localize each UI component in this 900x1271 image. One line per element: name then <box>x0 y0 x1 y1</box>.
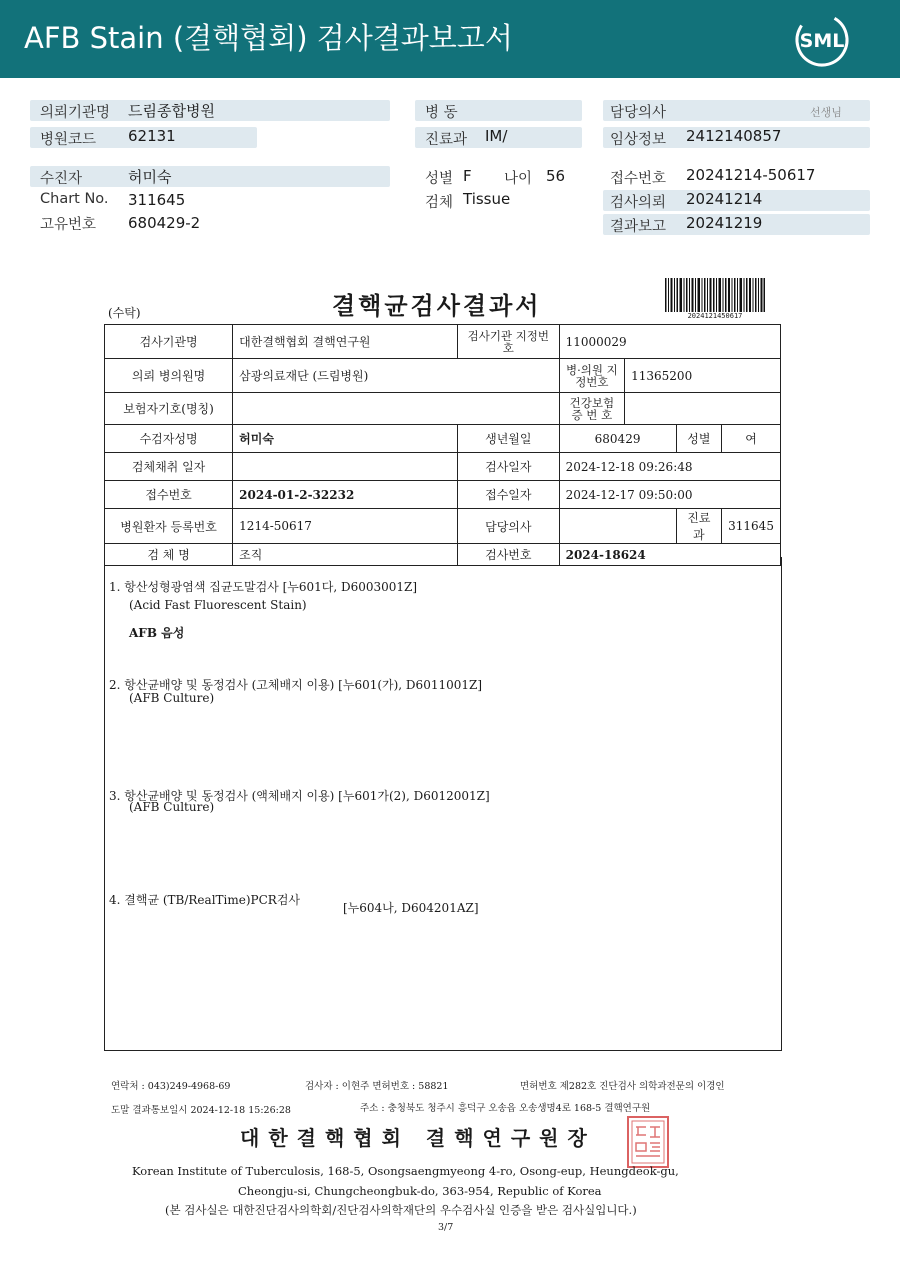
report-title: 결핵균검사결과서 <box>332 291 542 320</box>
item4-code: [누604나, D604201AZ] <box>343 901 479 915</box>
health-label: 건강보험 증 번 호 <box>559 393 625 425</box>
footer-address: 주소 : 충청북도 청주시 흥덕구 오송읍 오송생명4로 168-5 결핵연구원 <box>360 1103 651 1114</box>
item4-title: 4. 결핵균 (TB/RealTime)PCR검사 <box>109 893 301 907</box>
footer-en-line2: Cheongju-si, Chungcheongbuk-do, 363-954, Republic of Korea <box>238 1184 602 1198</box>
institution-label: 의뢰기관명 <box>40 105 111 121</box>
doctor-value-cell <box>559 509 676 544</box>
footer-contact: 연락처 : 043)249-4968-69 <box>111 1081 231 1092</box>
dob-label: 생년월일 <box>458 425 560 453</box>
name-label: 수검자성명 <box>105 425 233 453</box>
clinical-value: 2412140857 <box>686 127 782 145</box>
report-header <box>0 0 900 78</box>
collect-label: 검체채취 일자 <box>105 453 233 481</box>
report-subtitle: (수탁) <box>108 306 141 320</box>
barcode-icon <box>665 278 765 312</box>
hospital-code-label: 병원코드 <box>40 132 97 148</box>
specimen-label-cell: 검 체 명 <box>105 544 233 566</box>
patient-value: 허미숙 <box>128 168 172 186</box>
lab-name-value: 대한결핵협회 결핵연구원 <box>233 325 458 359</box>
chart-label: Chart No. <box>40 191 109 207</box>
specimen-value-cell: 조직 <box>233 544 458 566</box>
doctor-label: 담당의사 <box>610 105 667 121</box>
receipt-no-value: 2024-01-2-32232 <box>233 481 458 509</box>
unique-value: 680429-2 <box>128 214 201 232</box>
footer-org-name: 대한결핵협회 결핵연구원장 <box>240 1126 596 1150</box>
chart-value: 311645 <box>128 191 186 209</box>
lab-name-label: 검사기관명 <box>105 325 233 359</box>
hospital-code-value: 62131 <box>128 127 176 145</box>
receipt-label: 접수번호 <box>610 171 667 187</box>
specimen-label: 검체 <box>425 195 454 211</box>
hosp-id-label: 병·의원 지정번호 <box>559 359 625 393</box>
item2-sub: (AFB Culture) <box>129 691 215 705</box>
dob-value: 680429 <box>559 425 676 453</box>
item1-sub: (Acid Fast Fluorescent Stain) <box>129 598 307 612</box>
hosp-id-value: 11365200 <box>625 359 781 393</box>
patient-label: 수진자 <box>40 171 83 187</box>
age-value: 56 <box>546 167 566 185</box>
results-box <box>104 557 782 1051</box>
receipt-value: 20241214-50617 <box>686 166 816 184</box>
request-label: 검사의뢰 <box>610 195 667 211</box>
institution-value: 드림종합병원 <box>128 102 215 120</box>
page-number: 3/7 <box>438 1222 454 1233</box>
test-no-value: 2024-18624 <box>559 544 780 566</box>
logo-text: SML <box>799 30 845 52</box>
reg-label: 병원환자 등록번호 <box>105 509 233 544</box>
insurer-value <box>233 393 559 425</box>
sex-value: F <box>463 167 472 185</box>
ward-label: 병 동 <box>425 105 458 121</box>
test-no-label: 검사번호 <box>458 544 560 566</box>
req-hosp-label: 의뢰 병의원명 <box>105 359 233 393</box>
dept-value: IM/ <box>485 127 508 145</box>
doctor-value: 선생님 <box>810 106 842 119</box>
clinical-label: 임상정보 <box>610 132 667 148</box>
doctor-label-cell: 담당의사 <box>458 509 560 544</box>
footer-cert: (본 검사실은 대한진단검사의학회/진단검사의학재단의 우수검사실 인증을 받은 검사실입니다.) <box>165 1203 637 1217</box>
page-title: AFB Stain (결핵협회) 검사결과보고서 <box>24 21 513 55</box>
name-value: 허미숙 <box>233 425 458 453</box>
health-value <box>625 393 781 425</box>
footer-license: 면허번호 제282호 진단검사 의학과전문의 이경인 <box>520 1081 725 1092</box>
request-value: 20241214 <box>686 190 763 208</box>
collect-value <box>233 453 458 481</box>
sex-label-cell: 성별 <box>676 425 722 453</box>
unique-label: 고유번호 <box>40 217 97 233</box>
sex-label: 성별 <box>425 171 454 187</box>
age-label: 나이 <box>504 171 533 187</box>
test-date-label: 검사일자 <box>458 453 560 481</box>
report-info-table <box>104 324 781 566</box>
barcode-number: 2024121450617 <box>687 312 743 320</box>
reg-value: 1214-50617 <box>233 509 458 544</box>
footer-en-line1: Korean Institute of Tuberculosis, 168-5, Osongsaengmyeong 4-ro, Osong-eup, Heungdeok-gu, <box>132 1164 679 1178</box>
item1-result: AFB 음성 <box>129 626 185 640</box>
specimen-value: Tissue <box>463 190 511 208</box>
dept-label-cell: 진료과 <box>676 509 722 544</box>
official-seal-icon <box>626 1115 670 1169</box>
dept-value-cell: 311645 <box>722 509 781 544</box>
item2-title: 2. 항산균배양 및 동정검사 (고체배지 이용) [누601(가), D6011001Z] <box>109 678 483 692</box>
receipt-no-label: 접수번호 <box>105 481 233 509</box>
dept-label: 진료과 <box>425 132 468 148</box>
sml-logo-icon <box>790 10 854 70</box>
patient-row <box>30 166 390 187</box>
footer-smear-date: 도말 결과통보일시 2024-12-18 15:26:28 <box>111 1105 291 1116</box>
test-date-value: 2024-12-18 09:26:48 <box>559 453 780 481</box>
sex-value-cell: 여 <box>722 425 781 453</box>
item1-title: 1. 항산성형광염색 집균도말검사 [누601다, D6003001Z] <box>109 580 418 594</box>
insurer-label: 보험자기호(명칭) <box>105 393 233 425</box>
lab-id-value: 11000029 <box>559 325 780 359</box>
report-value: 20241219 <box>686 214 763 232</box>
item3-title: 3. 항산균배양 및 동정검사 (액체배지 이용) [누601가(2), D6012001Z] <box>109 789 490 803</box>
footer-tester: 검사자 : 이현주 면허번호 : 58821 <box>305 1081 449 1092</box>
receipt-date-label: 접수일자 <box>458 481 560 509</box>
lab-id-label: 검사기관 지정번호 <box>458 325 560 359</box>
report-label: 결과보고 <box>610 219 667 235</box>
receipt-date-value: 2024-12-17 09:50:00 <box>559 481 780 509</box>
item3-sub: (AFB Culture) <box>129 800 215 814</box>
req-hosp-value: 삼광의료재단 (드림병원) <box>233 359 559 393</box>
